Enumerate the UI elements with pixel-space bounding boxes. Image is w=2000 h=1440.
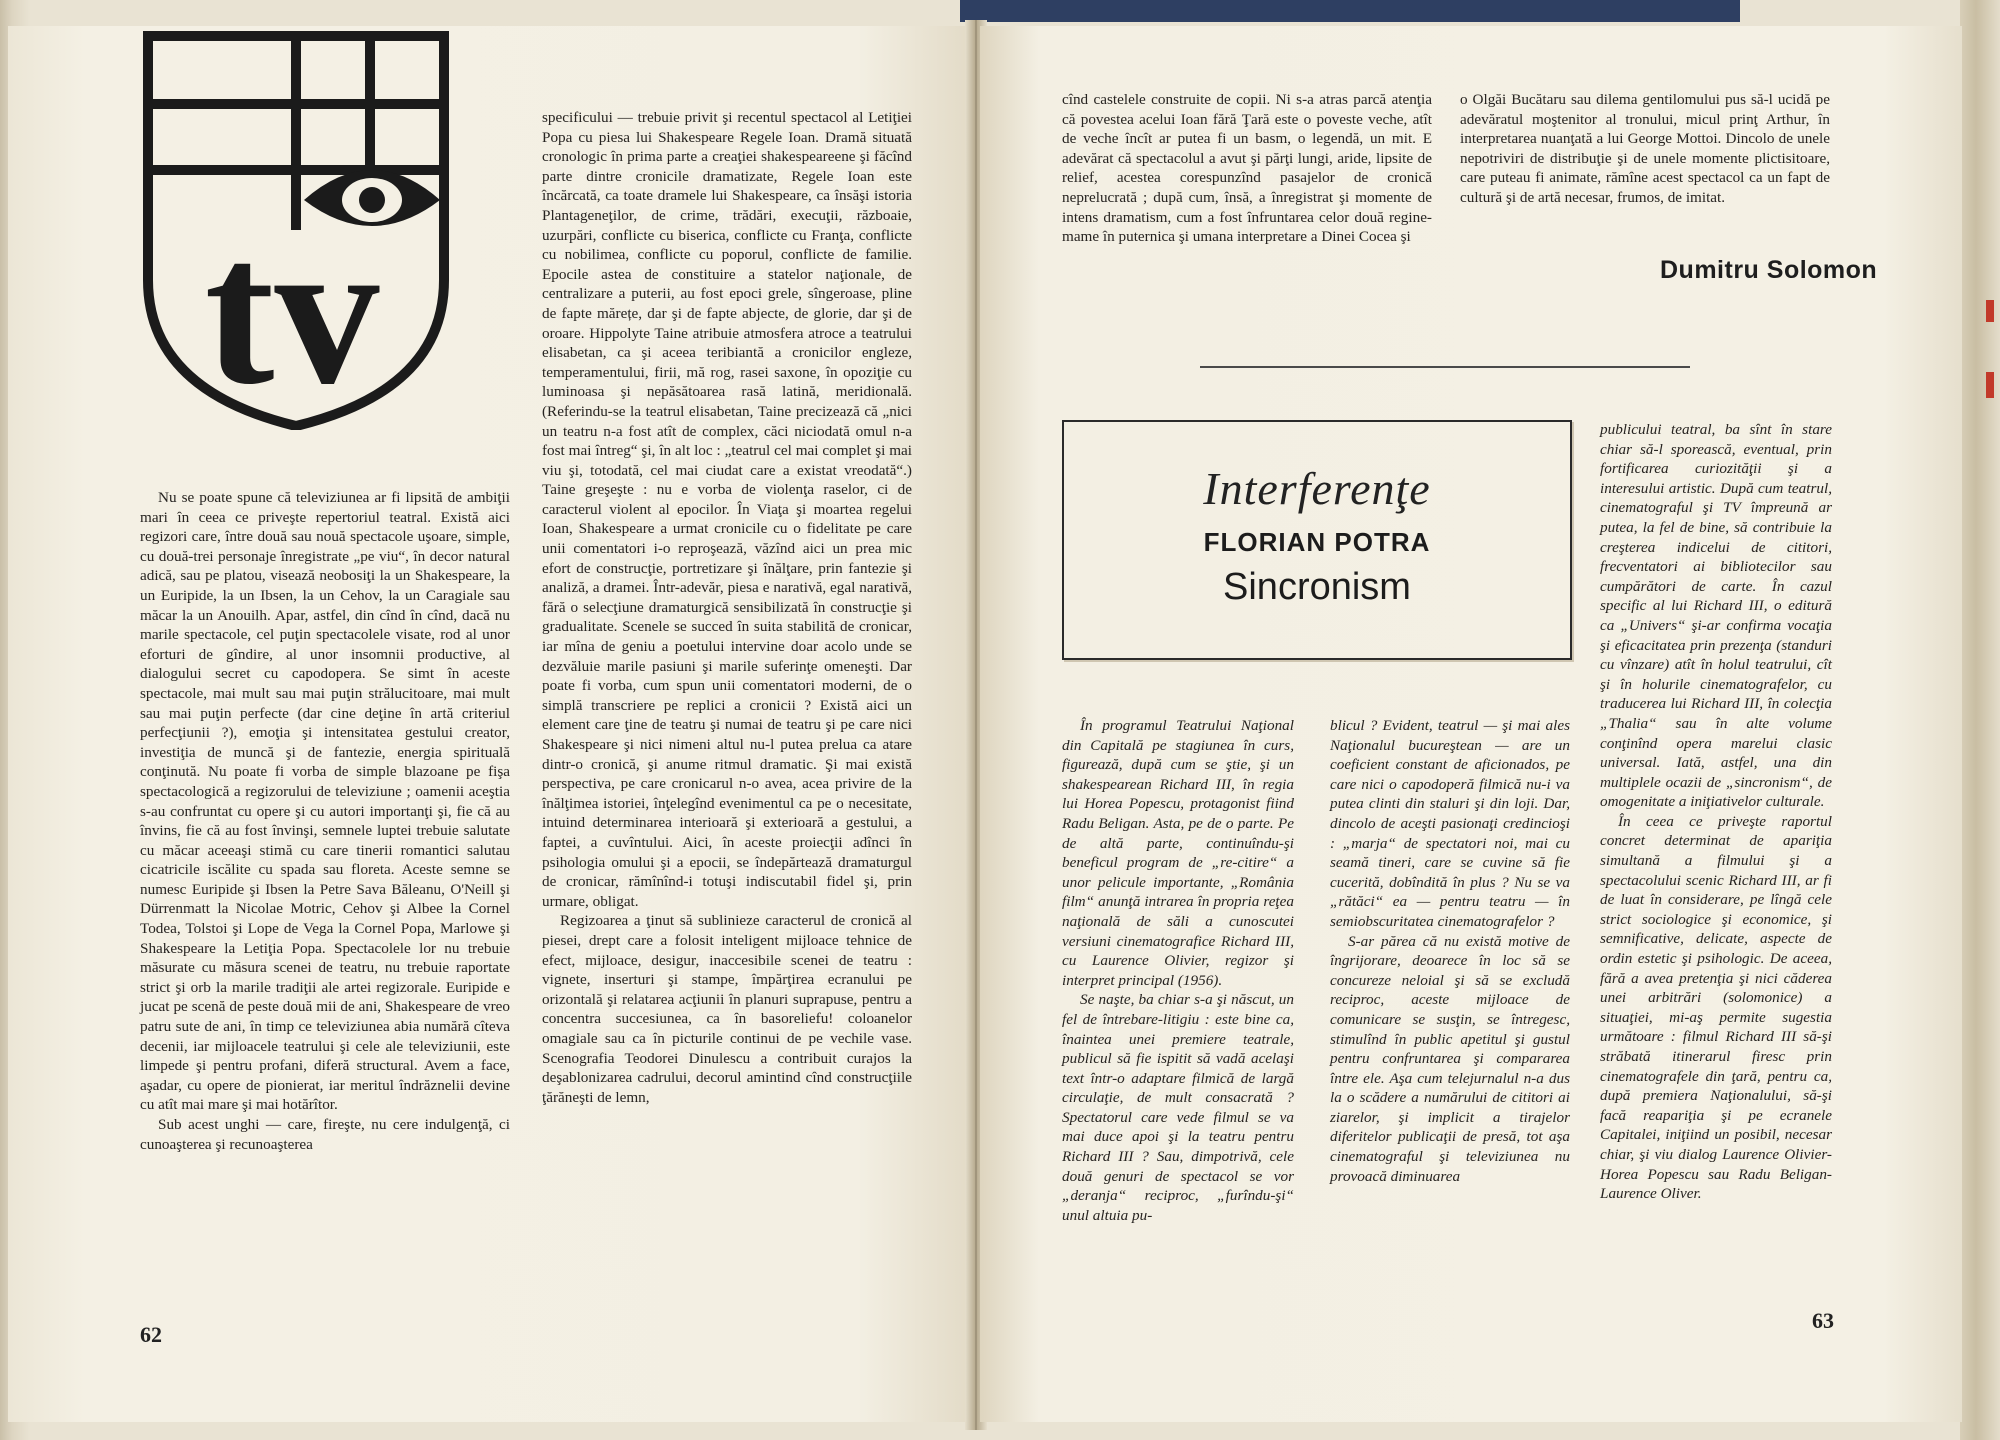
right-col-2 (1460, 90, 1830, 208)
edge-mark (1986, 300, 1994, 322)
paragraph: blicul ? Evident, teatrul — şi mai ales Naţionalul bucureştean — are un coeficient constant de aficionados, pe care nici o capodoperă filmică nu-i va putea clinti din staluri şi din loji. Dar, dincolo de aceşti pasionaţi credincioşi : „marja“ de spectatori noi, mai cu seamă tineri, care se cuvine să fie cucerită, dobîndită în plus ? Nu se va „rătăci“ ea — pentru teatru — în semiobscuritatea cinematografelor ? (1330, 717, 1570, 930)
article-title: Interferenţe (1203, 463, 1431, 514)
article-author-signature: Dumitru Solomon (1660, 256, 1878, 284)
paragraph: În ceea ce priveşte raportul concret determinat de apariţia simultană a filmului şi a spectacolului scenic Richard III, ar fi de luat în considerare, pe lîngă cele strict sociologice şi economice, şi semnificative, delicate, aspecte de ordin estetic şi psihologic. De aceea, fără a avea pretenţia şi nici căderea unei arbitrări (solomonice) a situaţiei, mi-aş permite sugestia următoare : filmul Richard III să-şi străbată itinerarul firesc prin cinematografele din ţară, pentru ca, după premiera Naţionalului, să-şi facă reapariţia şi pe ecranele Capitalei, iniţiind un posibil, necesar chiar, şi viu dialog Laurence Olivier-Horea Popescu sau Radu Beligan-Laurence Oliver. (1600, 812, 1832, 1203)
article-subtitle: Sincronism (1223, 566, 1411, 608)
tv-logo (142, 30, 450, 430)
right-col-3 (1600, 420, 1832, 1204)
paragraph: Se naşte, ba chiar s-a şi născut, un fel de întrebare-litigiu : este bine ca, înaintea unei premiere teatrale, publicul să fie ispitit să vadă acelaşi text într-o adaptare filmică de largă circulaţie, de mult consacrată ? Spectatorul care vede filmul se va mai duce apoi şi la teatru pentru Richard III ? Sau, dimpotrivă, cele două genuri de spectacol se vor „deranja“ reciproc, „furîndu-şi“ unul altuia pu- (1062, 991, 1294, 1224)
left-col-1 (140, 488, 510, 1154)
paragraph: publicului teatral, ba sînt în stare chiar să-l sporească, eventual, prin fortificarea curiozităţii şi a interesului artistic. După cum teatrul, cinematograful şi TV împreună ar putea, la fel de bine, să contribuie la creşterea indicelui de cititori, frecventatori ai bibliotecilor sau cumpărători de carte. În cazul specific al lui Richard III, o editură ca „Univers“ şi-ar confirma vocaţia şi eficacitatea prin prezenţa (standuri cu vînzare) atît în holul teatrului, cît şi în holurile cinematografelor, cu traducerea lui Richard III, în colecţia „Thalia“ sau în alte volume conţinînd opera marelui clasic universal. Iată, astfel, una din multiplele ocazii de „sincronism“, de omogenitate a iniţiativelor culturale. (1600, 421, 1832, 811)
right-col-1 (1062, 90, 1432, 247)
paragraph: Sub acest unghi — care, fireşte, nu cere indulgenţă, ci cunoaşterea şi recunoaşterea (140, 1116, 510, 1153)
paragraph: o Olgăi Bucătaru sau dilema gentilomului pus să-l ucidă pe adevăratul moştenitor al tronului, micul prinţ Arthur, în interpretarea nuanţată a lui George Mottoi. Dincolo de unele nepotriviri de distribuţie şi de unele momente plictisitoare, care puteau fi animate, rămîne acest spectacol ca un fapt de cultură şi de artă necesar, frumos, de imitat. (1460, 91, 1830, 206)
paragraph: În programul Teatrului Naţional din Capitală pe stagiunea în curs, figurează, după cum se ştie, şi un shakespearean Richard III, în regia lui Horea Popescu, protagonist fiind Radu Beligan. Asta, pe de o parte. Pe de altă parte, continuîndu-şi beneficul program de „re-citire“ a unor pelicule importante, „România film“ anunţă intrarea în propria reţea naţională de săli a cunoscutei versiuni cinematografice Richard III, cu Laurence Olivier, regizor şi interpret principal (1956). (1062, 717, 1294, 989)
left-col-2 (542, 108, 912, 1107)
paragraph: S-ar părea că nu există motive de îngrijorare, deoarece în loc să se concureze neloial şi să se excludă reciproc, aceste mijloace de comunicare se susţin, se întregesc, stimulînd în public apetitul şi gustul pentru confruntarea şi compararea între ele. Aşa cum telejurnalul n-a dus la o scădere a numărului de cititori ai ziarelor, şi implicit a tirajelor diferitelor publicaţii de presă, tot aşa cinematograful şi televiziunea nu provoacă diminuarea (1330, 932, 1570, 1185)
page-number-left: 62 (140, 1322, 162, 1347)
right-bottom-col-1 (1062, 716, 1294, 1225)
article-title-box (1062, 420, 1572, 660)
article-author: FLORIAN POTRA (1203, 527, 1431, 557)
divider (1200, 366, 1690, 368)
logo-text: tv (204, 196, 380, 428)
paragraph: cînd castelele construite de copii. Ni s-a atras parcă atenţia că povestea acelui Ioan fără Ţară este o poveste veche, atît de veche încît ar putea fi un basm, o legendă, un mit. E adevărat că spectacolul a avut şi părţi lungi, aride, lipsite de relief, acestea corespunzînd pasajelor de cronică neprelucrată ; după cum, însă, a înregistrat şi momente de intens dramatism, cum a fost înfruntarea celor două regine-mame în puternica şi umana interpretare a Dinei Cocea şi (1062, 91, 1432, 246)
paragraph: specificului — trebuie privit şi recentul spectacol al Letiţiei Popa cu piesa lui Shakespeare Regele Ioan. Dramă situată cronologic în prima parte a creaţiei shakespeareene şi făcînd parte dintre cronicile dramatizate, Regele Ioan este încărcată, ca toate dramele lui Shakespeare, ca însăşi istoria Plantageneţilor, de crime, trădări, execuţii, războaie, uzurpări, conflicte cu biserica, conflicte cu Franţa, conflicte cu nobilimea, conflicte cu poporul, conflicte de familie. Epocile astea de constituire a statelor naţionale, de centralizare a puterii, au fost epoci grele, sîngeroase, pline de fapte mărețe, dar şi de fapte abjecte, de glorie, dar şi de oroare. Hippolyte Taine atribuie atmosfera atroce a teatrului elisabetan, ca şi aceea teribiantă a cronicilor engleze, temperamentului, firii, mă rog, rasei saxone, în opoziţie cu luminoasa şi nepăsătoarea rasă latină, meridională. (Referindu-se la teatrul elisabetan, Taine precizează că „nici un teatru n-a fost atît de complex, căci niciodată omul n-a fost mai întreg“ şi, în alt loc : „teatrul cel mai complet şi mai viu şi, totodată, cel mai ciudat care a existat vreodată“.) Taine greşeşte : nu e vorba de violenţa raselor, ci de caracterul violent al epocilor. În Viaţa şi moartea regelui Ioan, Shakespeare a urmat cronicile cu o fidelitate pe care unii comentatori i-o reproşează, văzînd aici un prea mic efort de construcţie, portretizare şi înălţare, prin fantezie şi analiză, a dramei. Într-adevăr, piesa e narativă, egal narativă, fără o selecţiune dramaturgică sensibilizată în construcţie şi gradualitate. Scenele se succed în suita stabilită de cronicar, iar mîna de geniu a poetului intervine doar acolo unde se dezvăluie marile pasiuni şi marile suferinţe omeneşti. Dar poate fi vorba, cum spun unii comentatori moderni, de o simplă transcriere pe replici a cronicii ? Există aici un element care ţine de teatru şi numai de teatru şi pe care nici Shakespeare şi nici nimeni altul nu-l putea prelua ca atare dintr-o cronică, şi anume ritmul dramatic. Şi mai există perspectiva, pe care cronicarul n-o avea, acea privire de la înălţimea istoriei, înţelegînd evenimentul ca pe o necesitate, intuind determinarea interioară şi exterioară a gestului, a faptei, a cuvîntului. Aici, în aceste proiecţii adînci în psihologia omului şi a epocii, se îndepărtează dramaturgul de cronicar, rămînînd-i totuşi indiscutabil fidel şi, prin urmare, obligat. (542, 109, 912, 910)
paragraph: Nu se poate spune că televiziunea ar fi lipsită de ambiţii mari în ceea ce priveşte repertoriul teatral. Există aici regizori care, între două sau nouă spectacole uşoare, simple, cu două-trei personaje înregistrate „pe viu“, în decor natural adică, sau pe platou, visează neobosiţi la un Shakespeare, la un Euripide, la un Ibsen, la un Cehov, la un Caragiale sau măcar la un Anouilh. Apar, astfel, din cînd în cînd, dacă nu marile spectacole, cel puţin spectacolele visate, rod al unor eforturi de gîndire, al unor insomnii productive, al dialogului secret cu capodopera. Se simt în aceste spectacole, mai mult sau mai puţin strălucitoare, mai mult sau mai puţin perfecte (dar cine deţine în artă criteriul perfecţiunii ?), emoţia şi intensitatea gestului creator, investiţia de muncă şi de fantezie, energia spirituală conţinută. Nu poate fi vorba de simple blazoane pe fişa spectacologică a regizorului de televiziune ; oamenii aceştia s-au confruntat cu opere şi cu autori importanţi şi, fie că au învins, fie că au fost învinşi, semnele luptei trebuie salutate cu măcar aceeaşi stimă cu care tinerii romantici salutau cicatricile iscălite cu spada sau floreta. Aceste semne se numesc Euripide şi Ibsen la Petre Sava Băleanu, O'Neill şi Dürrenmatt la Nicolae Motric, Cehov şi Albee la Cornel Todea, Tolstoi şi Lope de Vega la Cornel Popa, Marlowe şi Shakespeare la Letiţia Popa. Spectacolele lor nu trebuie măsurate cu măsura scenei de teatru, nu trebuie raportate strict şi orb la marile tradiţii ale artei regizorale. Euripide e jucat pe scenă de peste două mii de ani, Shakespeare de vreo patru sute de ani, în timp ce televiziunea abia numără cîteva decenii, iar mijloacele teatrului şi cele ale televiziunii, este limpede şi pentru profani, diferă structural. Avem a face, aşadar, cu opere de pionierat, iar meritul îndrăznelii devine cu atît mai mare şi mai hotărîtor. (140, 489, 510, 1114)
paragraph: Regizoarea a ţinut să sublinieze caracterul de cronică al piesei, drept care a folosit inteligent mijloace tehnice de efect, mijloace, desigur, inaccesibile scenei de teatru : vignete, inserturi şi stampe, împărţirea ecranului pe orizontală şi relatarea acţiunii în planuri suprapuse, pentru a concentra succesiunea, ca în basoreliefu! coloanelor omagiale sau ca în picturile continui de pe vechile vase. Scenografia Teodorei Dinulescu a contribuit curajos la deşablonizarea cadrului, decorul amintind cînd construcţiile ţărăneşti de lemn, (542, 912, 912, 1106)
cover-edge (960, 0, 1740, 22)
book-edge (1960, 0, 2000, 1440)
edge-mark (1986, 372, 1994, 398)
page-number-right: 63 (1812, 1308, 1834, 1333)
right-bottom-col-2 (1330, 716, 1570, 1186)
